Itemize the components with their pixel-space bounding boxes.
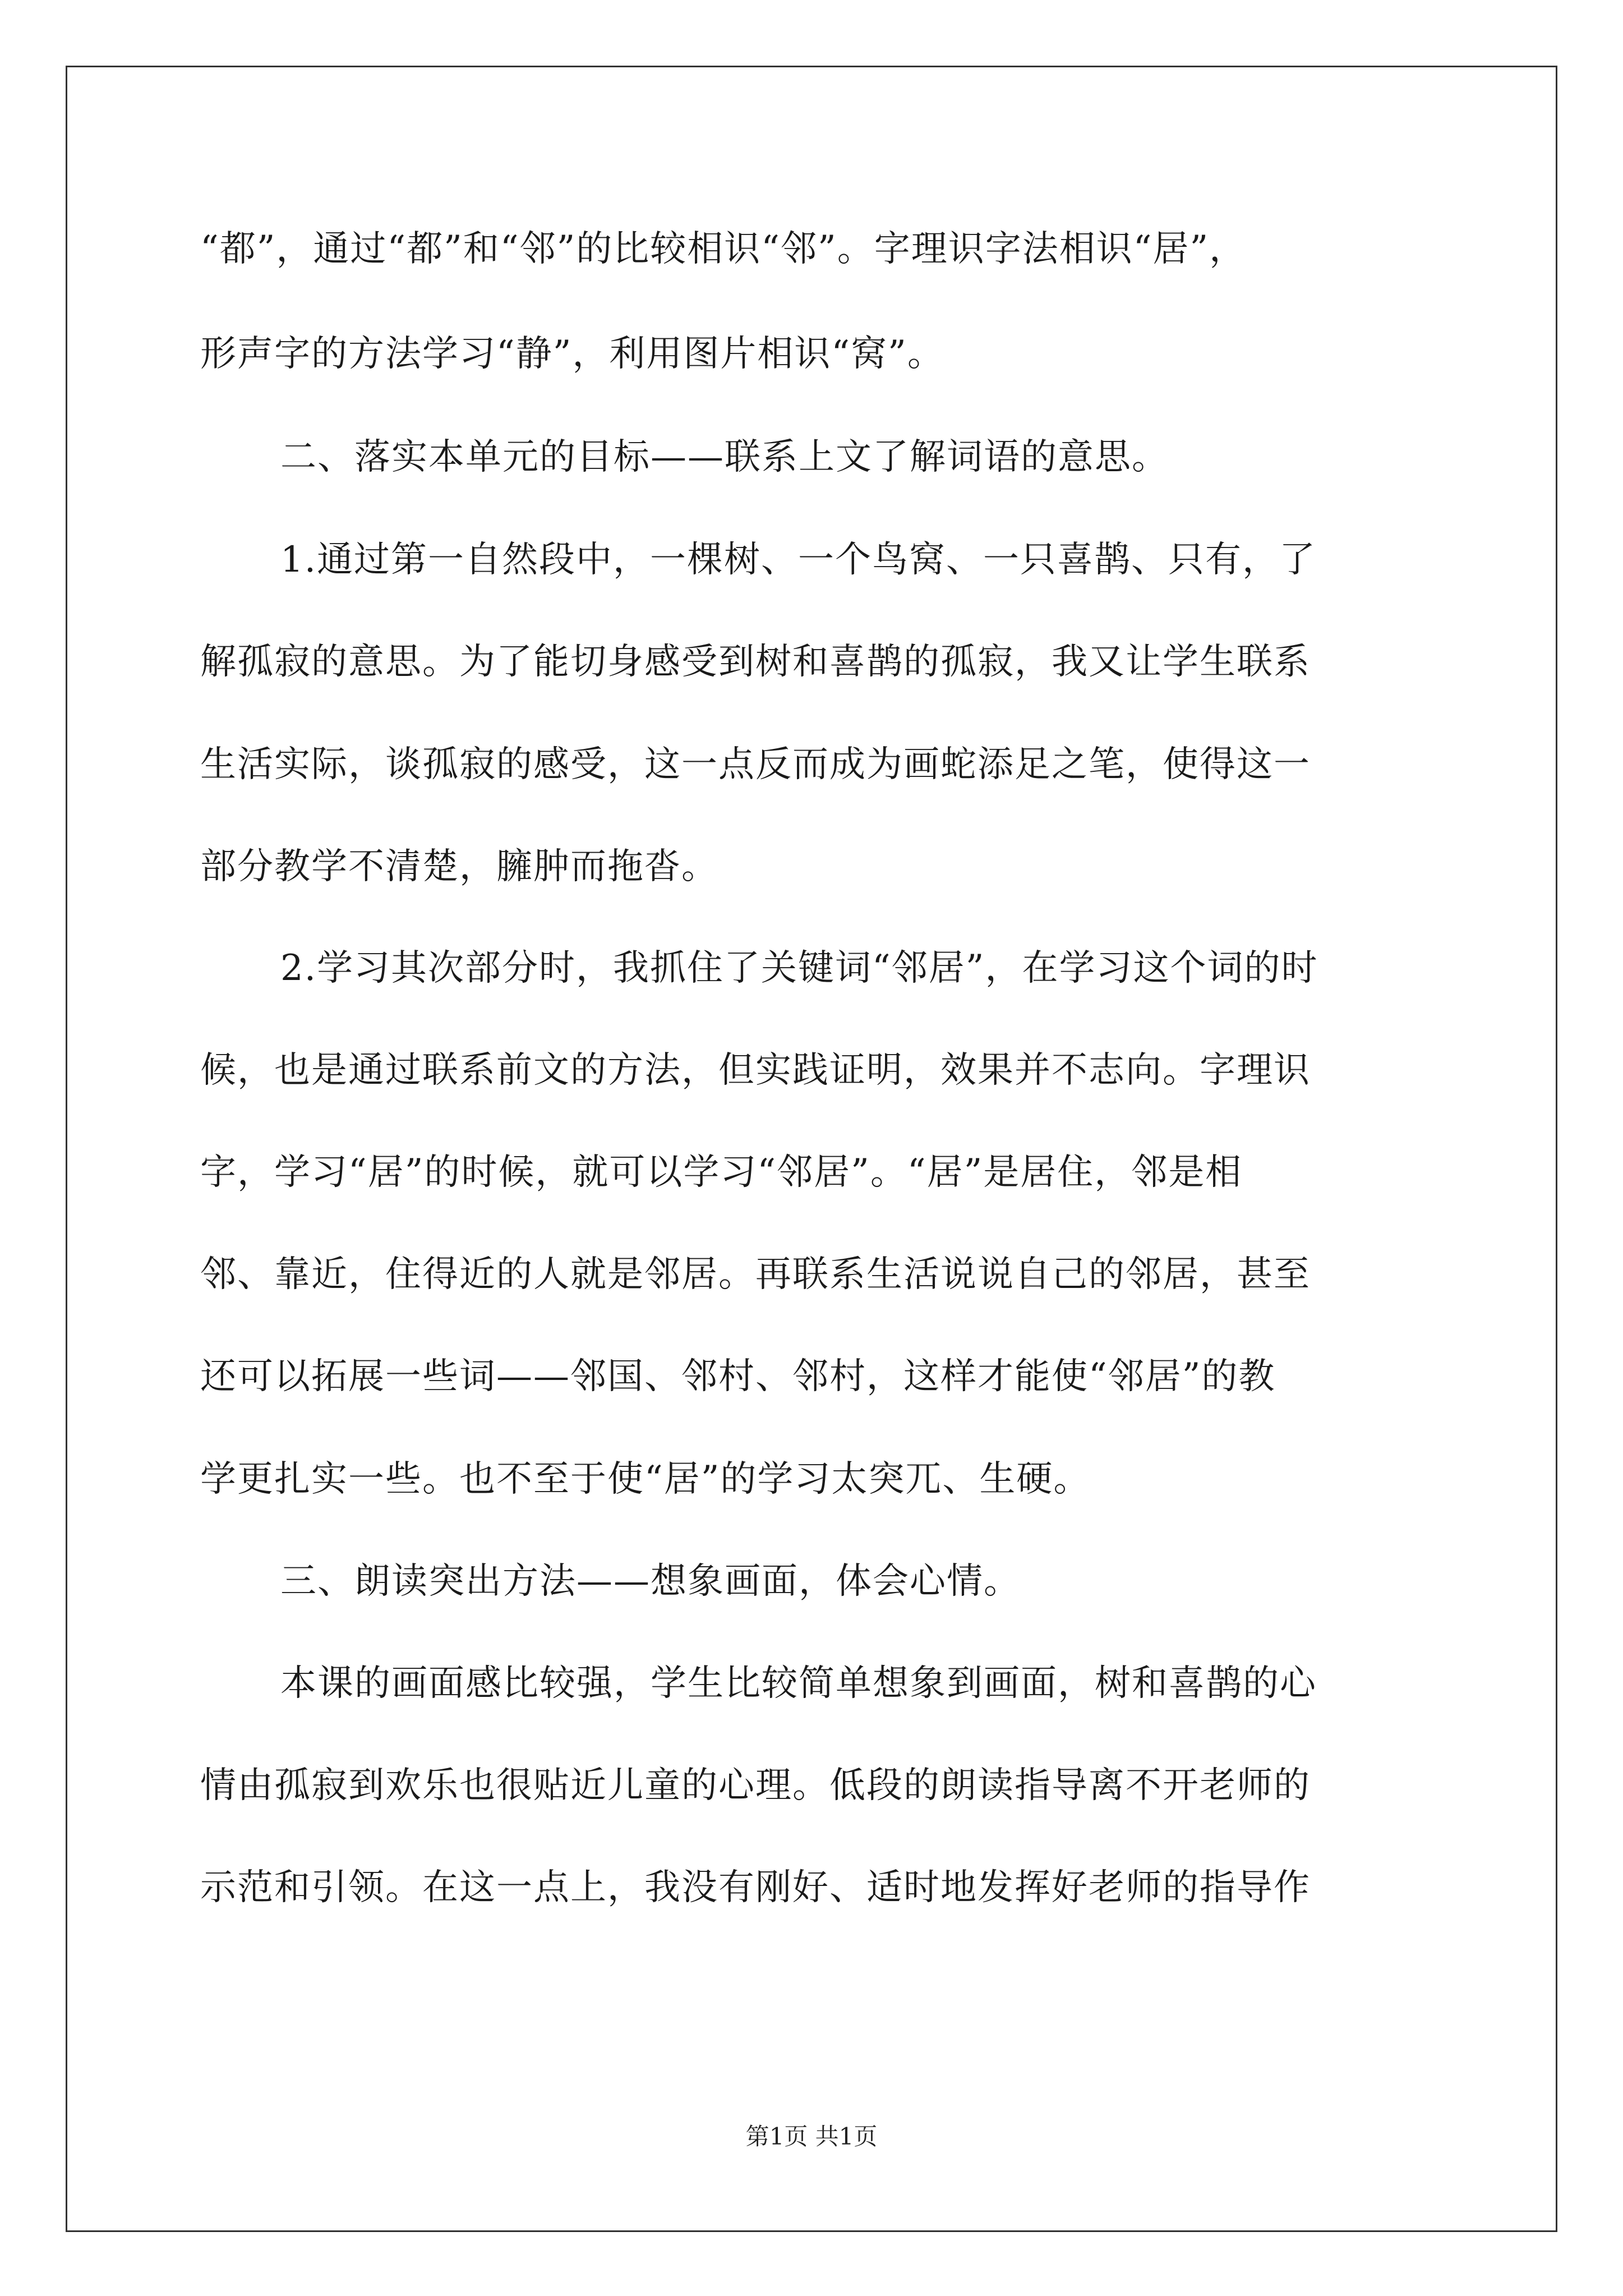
text-line: 情由孤寂到欢乐也很贴近儿童的心理。低段的朗读指导离不开老师的: [200, 1765, 1311, 1806]
text-line: 候，也是通过联系前文的方法，但实践证明，效果并不志向。字理识: [200, 1050, 1311, 1091]
text-line: 邻、靠近，住得近的人就是邻居。再联系生活说说自己的邻居，甚至: [200, 1254, 1311, 1295]
text-line: 部分教学不清楚，臃肿而拖沓。: [200, 846, 718, 887]
text-line: 示范和引领。在这一点上，我没有刚好、适时地发挥好老师的指导作: [200, 1867, 1311, 1908]
text-line: 生活实际，谈孤寂的感受，这一点反而成为画蛇添足之笔，使得这一: [200, 744, 1311, 785]
page-footer: 第1页 共1页: [745, 2123, 878, 2150]
text-line: 2.学习其次部分时，我抓住了关键词“邻居”，在学习这个词的时: [280, 947, 1318, 989]
text-line: 解孤寂的意思。为了能切身感受到树和喜鹊的孤寂，我又让学生联系: [200, 641, 1311, 683]
section-heading: 二、落实本单元的目标——联系上文了解词语的意思。: [280, 436, 1169, 478]
text-line: 1.通过第一自然段中，一棵树、一个鸟窝、一只喜鹊、只有，了: [280, 539, 1317, 581]
text-line: 本课的画面感比较强，学生比较简单想象到画面，树和喜鹊的心: [280, 1663, 1317, 1704]
text-line: 还可以拓展一些词——邻国、邻村、邻村，这样才能使“邻居”的教: [200, 1356, 1276, 1397]
text-line: 学更扎实一些。也不至于使“居”的学习太突兀、生硬。: [200, 1458, 1091, 1500]
text-line: 形声字的方法学习“静”，利用图片相识“窝”。: [200, 333, 944, 375]
section-heading: 三、朗读突出方法——想象画面，体会心情。: [280, 1561, 1021, 1602]
text-line: “都”，通过“都”和“邻”的比较相识“邻”。字理识字法相识“居”，: [200, 228, 1247, 270]
text-line: 字，学习“居”的时候，就可以学习“邻居”。“居”是居住，邻是相: [200, 1152, 1243, 1193]
